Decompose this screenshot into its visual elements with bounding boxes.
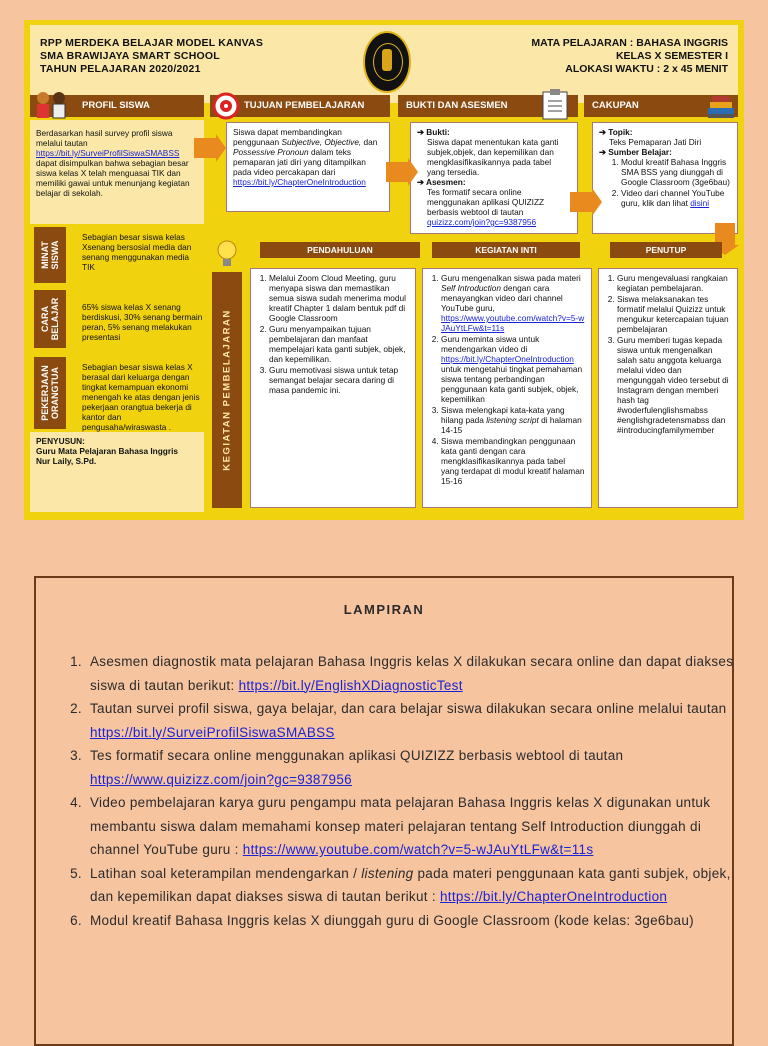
tujuan-link[interactable]: https://bit.ly/ChapterOneIntroduction xyxy=(233,177,366,187)
cakupan-panel: ➔ Topik: Teks Pemaparan Jati Diri ➔ Sumber Belajar: 1. Modul kreatif Bahasa Inggris SMA BSS yang diunggah di Google Classroom (3ge6bau) 2. Video dari channel YouTube guru, klik dan lihat disini xyxy=(592,122,738,234)
profil-title: PROFIL SISWA xyxy=(30,95,204,117)
lampiran-box xyxy=(34,576,734,1046)
lampiran-title: LAMPIRAN xyxy=(343,602,425,617)
minat-tab: MINAT SISWA xyxy=(34,227,66,283)
quizizz-link[interactable]: quizizz.com/join?gc=9387956 xyxy=(427,217,537,227)
bukti-panel: ➔ Bukti: Siswa dapat menentukan kata ganti subjek,objek, dan kepemilikan dan mengklasifikasikannya pada tabel yang tersedia. ➔ Asesmen: Tes formatif secara online menggunakan aplikasi QUIZIZZ berbasis webtool di tautan quizizz.com/join?gc=9387956 xyxy=(410,122,578,234)
youtube-lampiran-link[interactable]: https://www.youtube.com/watch?v=5-wJAuYtLFw&t=11s xyxy=(242,842,594,857)
tujuan-title: TUJUAN PEMBELAJARAN xyxy=(210,95,390,117)
list-item: 1. Asesmen diagnostik mata pelajaran Bahasa Inggris kelas X dilakukan secara online dan dapat diakses siswa di tautan berikut: https://bit.ly/EnglishXDiagnosticTest xyxy=(86,650,746,697)
arrow-right-icon xyxy=(386,162,408,182)
chapter-lampiran-link[interactable]: https://bit.ly/ChapterOneIntroduction xyxy=(440,889,668,904)
arrow-right-icon xyxy=(194,138,216,158)
penyusun-panel: PENYUSUN: Guru Mata Pelajaran Bahasa Inggris Nur Laily, S.Pd. xyxy=(30,432,204,512)
header-title: RPP MERDEKA BELAJAR MODEL KANVAS xyxy=(40,37,264,49)
lampiran-list xyxy=(60,650,746,932)
lightbulb-icon xyxy=(214,238,240,270)
pendahuluan-panel: 1. Melalui Zoom Cloud Meeting, guru menyapa siswa dan memastikan semua siswa sudah menerima modul kreatif Chapter 1 dalam bentuk pdf di Google Classroom 2. Guru menyampaikan tujuan pembelajaran dan manfaat mempelajari kata ganti subjek, objek, dan kepemilikan. 3. Guru memotivasi siswa untuk tetap semangat belajar secara daring di masa pandemic ini. xyxy=(250,268,416,508)
inti-chapter-link[interactable]: https://bit.ly/ChapterOneIntroduction xyxy=(441,354,574,364)
cara-tab: CARA BELAJAR xyxy=(34,290,66,348)
inti-youtube-link[interactable]: https://www.youtube.com/watch?v=5-wJAuYtLFw&t=11s xyxy=(441,313,585,333)
inti-panel: 1. Guru mengenalkan siswa pada materi Self Introduction dengan cara menayangkan video dari channel YouTube guru, https://www.youtube.com/watch?v=5-wJAuYtLFw&t=11s 2. Guru meminta siswa untuk mendengarkan video di https://bit.ly/ChapterOneIntroduction untuk mengetahui tingkat pemahaman siswa tentang perbandingan penggunaan kata ganti subjek, objek, kepemilikan 3. Siswa melengkapi kata-kata yang hilang pada listening script di halaman 14-15 4. Siswa membandingkan penggunaan kata ganti dengan cara mengklasifikasikannya pada tabel yang terdapat di modul kreatif halaman 15-16 xyxy=(422,268,592,508)
header-year: TAHUN PELAJARAN 2020/2021 xyxy=(40,63,201,75)
arrow-right-icon xyxy=(570,192,592,212)
list-item: 2. Tautan survei profil siswa, gaya belajar, dan cara belajar siswa dilakukan secara online melalui tautan https://bit.ly/SurveiProfilSiswaSMABSS xyxy=(86,697,746,744)
target-icon xyxy=(212,92,240,120)
header-class: KELAS X SEMESTER I xyxy=(615,50,728,62)
pekerjaan-tab: PEKERJAAN ORANGTUA xyxy=(34,357,66,429)
diagnostic-test-link[interactable]: https://bit.ly/EnglishXDiagnosticTest xyxy=(238,677,463,693)
books-icon xyxy=(706,90,736,120)
list-item: 3. Tes formatif secara online menggunakan aplikasi QUIZIZZ berbasis webtool di tautan https://www.quizizz.com/join?gc=9387956 xyxy=(86,744,746,791)
header-time: ALOKASI WAKTU : 2 x 45 MENIT xyxy=(565,63,728,75)
tujuan-panel: Siswa dapat membandingkan penggunaan Subjective, Objective, dan Possessive Pronoun dalam teks pemaparan jati diri yang ditampilkan pada video percakapan dari https://bit.ly/ChapterOneIntroduction xyxy=(226,122,390,212)
school-logo-icon xyxy=(363,31,411,93)
pekerjaan-text: Sebagian besar siswa kelas X berasal dari keluarga dengan tingkat kemampuan ekonomi menengah ke atas dengan jenis pekerjaan orangtua bekerja di kantor dan pengusaha/wiraswasta . xyxy=(82,362,200,432)
header-left xyxy=(40,37,263,76)
header-school: SMA BRAWIJAYA SMART SCHOOL xyxy=(40,50,220,62)
header-subject: MATA PELAJARAN : BAHASA INGGRIS xyxy=(531,37,728,49)
inti-title: KEGIATAN INTI xyxy=(432,242,580,258)
cakupan-title: CAKUPAN xyxy=(584,95,738,117)
header-right xyxy=(531,37,728,76)
list-item: 4. Video pembelajaran karya guru pengampu mata pelajaran Bahasa Inggris kelas X digunakan untuk membantu siswa dalam memahami konsep materi pelajaran tentang Self Introduction diunggah di channel YouTube guru : https://www.youtube.com/watch?v=5-wJAuYtLFw&t=11s xyxy=(86,791,746,862)
list-item: 6. Modul kreatif Bahasa Inggris kelas X diunggah guru di Google Classroom (kode kelas: 3ge6bau) xyxy=(86,909,746,933)
quizizz-lampiran-link[interactable]: https://www.quizizz.com/join?gc=9387956 xyxy=(90,771,352,787)
poster-header xyxy=(30,25,738,103)
minat-text: Sebagian besar siswa kelas Xsenang bersosial media dan senang menggunakan media TIK xyxy=(82,232,192,272)
profil-survey-link[interactable]: https://bit.ly/SurveiProfilSiswaSMABSS xyxy=(36,148,180,158)
bukti-title: BUKTI DAN ASESMEN xyxy=(398,95,578,117)
video-disini-link[interactable]: disini xyxy=(690,198,710,208)
penutup-panel: 1. Guru mengevaluasi rangkaian kegiatan pembelajaran. 2. Siswa melaksanakan tes formatif melalui Quizizz untuk mengukur ketercapaian tujuan pembelajaran 3. Guru memberi tugas kepada siswa untuk mengenalkan salah satu anggota keluarga melalui video dan mengunggah video tersebut di Instagram dengan memberi hash tag #woderfulenglishsmabss #englishgradetensmabss dan #introducingfamilymember xyxy=(598,268,738,508)
kegiatan-tab: KEGIATAN PEMBELAJARAN xyxy=(212,272,242,508)
cara-text: 65% siswa kelas X senang berdiskusi, 30% senang bermain peran, 5% senang melakukan presentasi xyxy=(82,302,203,342)
pendahuluan-title: PENDAHULUAN xyxy=(260,242,420,258)
students-icon xyxy=(34,90,68,120)
penutup-title: PENUTUP xyxy=(610,242,722,258)
profil-panel: Berdasarkan hasil survey profil siswa melalui tautan https://bit.ly/SurveiProfilSiswaSMABSS dapat disimpulkan bahwa sebagian besar siswa kelas X telah menguasai TIK dan memiliki gawai untuk menunjang kegiatan belajar di sekolah. xyxy=(30,120,204,224)
clipboard-icon xyxy=(540,88,570,120)
survey-profil-link[interactable]: https://bit.ly/SurveiProfilSiswaSMABSS xyxy=(90,724,335,740)
list-item: 5. Latihan soal keterampilan mendengarkan / listening pada materi penggunaan kata ganti subjek, objek, dan kepemilikan dapat diakses siswa di tautan berikut : https://bit.ly/ChapterOneIntroduction xyxy=(86,862,746,909)
rpp-poster xyxy=(24,20,744,520)
